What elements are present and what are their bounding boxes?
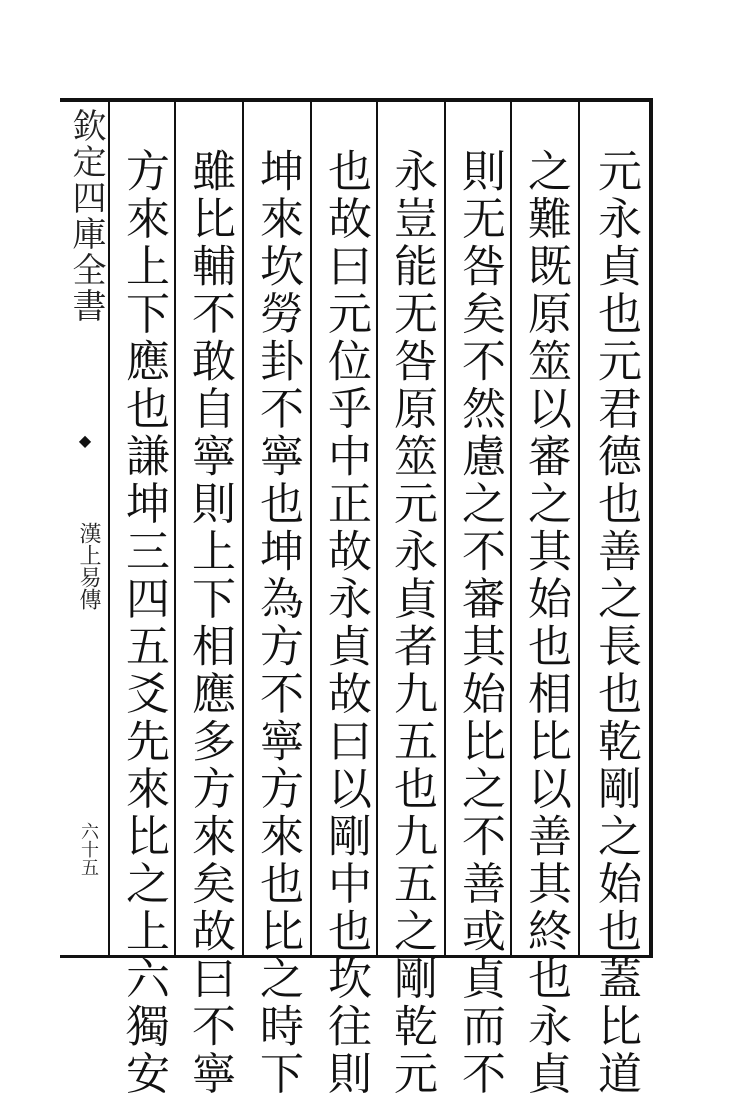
text-column-6: 坤來坎勞卦不寧也坤為方不寧方來也比之時下 [252, 148, 303, 1098]
text-column-4: 永豈能无咎原筮元永貞者九五也九五之剛乾元 [386, 148, 437, 1098]
margin-column [60, 102, 108, 952]
text-column-5: 也故曰元位乎中正故永貞故曰以剛中也坎往則 [320, 148, 371, 1098]
page-number: 六十五 [78, 822, 99, 876]
text-column-1: 元永貞也元君德也善之長也乾剛之始也蓋比道 [590, 148, 641, 1098]
volume-title: 漢上易傳 [76, 522, 101, 610]
column-rule [578, 100, 580, 956]
text-column-3: 則无咎矣不然慮之不審其始比之不善或貞而不 [454, 148, 505, 1098]
book-title: 欽定四庫全書 [66, 108, 106, 324]
text-column-7: 雖比輔不敢自寧則上下相應多方來矣故曰不寧 [184, 148, 235, 1098]
text-column-2: 之難既原筮以審之其始也相比以善其終也永貞 [520, 148, 571, 1098]
fish-tail-mark-icon: ◆ [78, 431, 92, 450]
text-column-8: 方來上下應也謙坤三四五爻先來比之上六獨安 [118, 148, 169, 1098]
